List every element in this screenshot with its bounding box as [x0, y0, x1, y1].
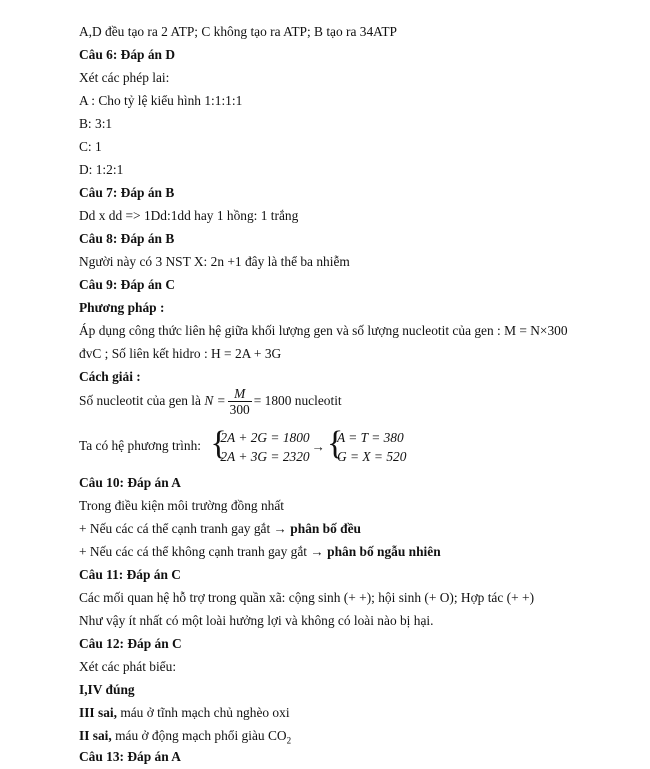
text-part: + Nếu các cá thể không cạnh tranh gay gắt →: [79, 544, 328, 559]
section-heading: Cách giải :: [79, 369, 141, 384]
text-emphasis: phân bố ngẫu nhiên: [327, 544, 441, 559]
text-emphasis: phân bố đều: [290, 521, 362, 536]
formula-line: [79, 386, 342, 417]
question-heading: Câu 13: Đáp án A: [79, 749, 181, 764]
equation-intro: Ta có hệ phương trình:: [79, 438, 201, 453]
text-line: Các mối quan hệ hỗ trợ trong quần xã: cộng sinh (+ +); hội sinh (+ O); Hợp tác (+ +): [79, 590, 535, 605]
equation-row: 2A + 3G = 2320: [220, 448, 310, 464]
question-heading: Câu 9: Đáp án C: [79, 277, 175, 292]
question-heading: Câu 10: Đáp án A: [79, 475, 181, 490]
text-part: + Nếu các cá thể cạnh tranh gay gắt →: [79, 521, 291, 536]
equation-row: A = T = 380: [337, 429, 404, 445]
text-line: B: 3:1: [79, 116, 113, 131]
text-line: [79, 705, 290, 721]
brace-icon: {: [327, 424, 344, 462]
text-line: [79, 728, 291, 749]
question-heading: Câu 6: Đáp án D: [79, 47, 175, 62]
text-line: A : Cho tỷ lệ kiểu hình 1:1:1:1: [79, 93, 243, 108]
equation-system-left: [210, 424, 310, 466]
equation-system-line: [79, 426, 406, 467]
text-line: Như vậy ít nhất có một loài hưởng lợi và không có loài nào bị hại.: [79, 613, 434, 628]
fraction-numerator: M: [228, 386, 252, 402]
text-line: I,IV đúng: [79, 682, 135, 697]
arrow-icon: →: [311, 438, 325, 454]
question-heading: Câu 12: Đáp án C: [79, 636, 182, 651]
text-line: Áp dụng công thức liên hệ giữa khối lượng gen và số lượng nucleotit của gen : M = N×300: [79, 323, 568, 338]
brace-icon: {: [210, 424, 227, 462]
formula-variable: N =: [204, 393, 226, 408]
formula-result: = 1800 nucleotit: [253, 393, 342, 408]
text-line: Xét các phép lai:: [79, 70, 170, 85]
section-heading: Phương pháp :: [79, 300, 165, 315]
text-line: [79, 544, 441, 560]
text-line: Xét các phát biểu:: [79, 659, 177, 674]
text-line: Dd x dd => 1Dd:1dd hay 1 hồng: 1 trắng: [79, 208, 299, 223]
formula-text: Số nucleotit của gen là: [79, 393, 201, 408]
equation-row: 2A + 2G = 1800: [220, 429, 310, 445]
text-emphasis: II sai,: [79, 728, 112, 743]
question-heading: Câu 7: Đáp án B: [79, 185, 175, 200]
text-line: đvC ; Số liên kết hidro : H = 2A + 3G: [79, 346, 282, 361]
text-line: Người này có 3 NST X: 2n +1 đây là thể ba nhiễm: [79, 254, 350, 269]
text-emphasis: III sai,: [79, 705, 117, 720]
question-heading: Câu 8: Đáp án B: [79, 231, 175, 246]
text-part: máu ở động mạch phổi giàu CO: [111, 728, 287, 743]
text-part: máu ở tĩnh mạch chủ nghèo oxi: [116, 705, 290, 720]
question-heading: Câu 11: Đáp án C: [79, 567, 181, 582]
text-line: A,D đều tạo ra 2 ATP; C không tạo ra ATP; B tạo ra 34ATP: [79, 24, 397, 39]
subscript: 2: [286, 735, 292, 746]
fraction-denominator: 300: [229, 402, 250, 418]
equation-row: G = X = 520: [337, 448, 407, 464]
equation-system-right: [327, 424, 407, 466]
fraction: [228, 386, 252, 417]
text-line: C: 1: [79, 139, 102, 154]
text-line: D: 1:2:1: [79, 162, 124, 177]
text-line: [79, 521, 361, 537]
text-line: Trong điều kiện môi trường đồng nhất: [79, 498, 285, 513]
